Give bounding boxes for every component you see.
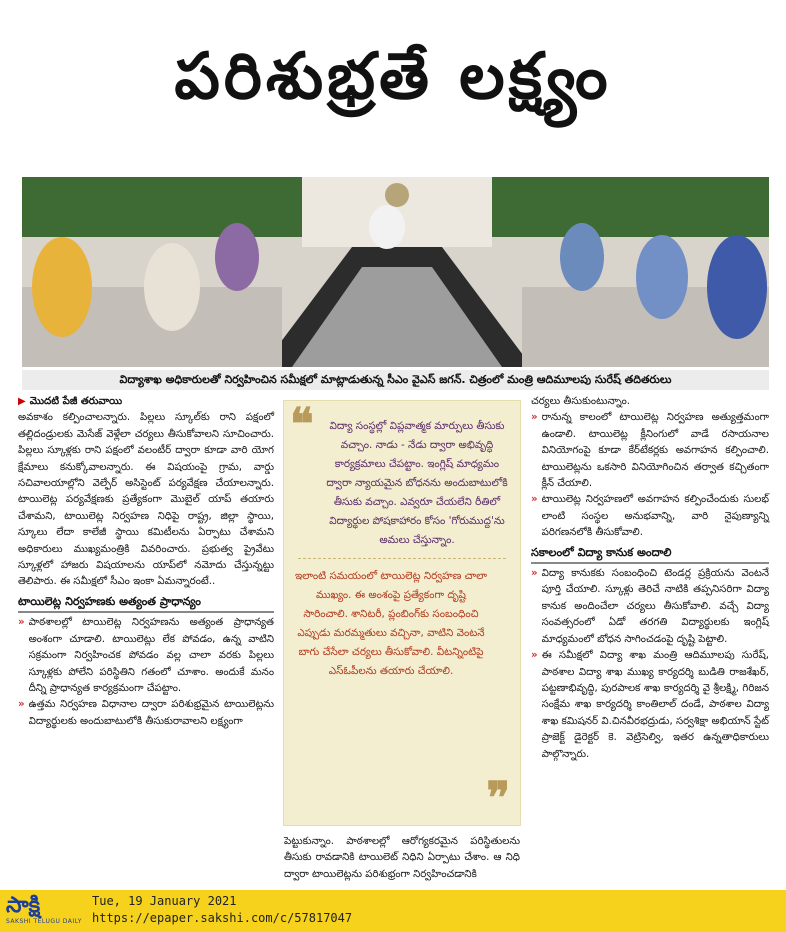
double-chevron-icon: » [18, 699, 25, 711]
photo-caption: విద్యాశాఖ అధికారులతో నిర్వహించిన సమీక్షలో మాట్లాడుతున్న సీఎం వైఎస్‌ జగన్‌. చిత్రంలో మంత్రి ఆదిమూలపు సురేష్‌ తదితరులు [22, 370, 769, 390]
bullet-item [18, 697, 274, 730]
bullet-text: విద్యా కానుకకు సంబంధించి టెండర్ల ప్రక్రియను వెంటనే పూర్తి చేయాలి. స్కూళ్లు తెరిచే నాటికి తప్పనిసరిగా విద్యా కానుక అందించేలా చర్యలు తీసుకోవాలి. వచ్చే విద్యా సంవత్సరంలో ఏడో తరగతి విద్యార్థులకు ఇంగ్లిష్‌ మాధ్యమంలో బోధన సాగించడంపై దృష్టి పెట్టాలి. [541, 568, 769, 645]
triangle-bullet-icon: ▶ [18, 396, 26, 407]
pull-quote-part-1: విద్యా సంస్థల్లో విప్లవాత్మక మార్పులు తీసుకు వచ్చాం. నాడు - నేడు ద్వారా అభివృద్ధి కార్యక్రమాలు చేపట్టాం. ఇంగ్లిష్‌ మాధ్యమం ద్వారా న్యాయమైన బోధనను అందుబాటులోకి తీసుకు వచ్చాం. ఎవ్వరూ చేయలేని రీతిలో విద్యార్థుల పోషకాహారం కోసం 'గోరుముద్ద'ను అమలు చేస్తున్నాం. [326, 420, 508, 546]
section-subhead: టాయిలెట్ల నిర్వహణకు అత్యంత ప్రాధాన్యం [18, 594, 274, 613]
bullet-item [18, 615, 274, 697]
pull-quote-divider [298, 558, 506, 559]
article-paragraph: అవకాశం కల్పించాలన్నారు. పిల్లలు స్కూల్‌కు రాని పక్షంలో తల్లిదండ్రులకు మెసేజ్‌ వెళ్లేలా చర్యలు తీసుకోవాలని సూచించారు. పిల్లలు స్కూళ్లకు రాని పక్షంలో వలంటీర్‌ ద్వారా కూడా వారి యోగ క్షేమాలు కనుక్కోవాలన్నారు. ఈ విషయంపై గ్రామ, వార్డు సచివాలయాల్లోని వెల్ఫేర్‌ అసిస్టెంట్‌ పర్యవేక్షణ చేయాలన్నారు. టాయిలెట్ల పర్యవేక్షణకు ప్రత్యేకంగా మొబైల్‌ యాప్‌ తయారు చేశామని, టాయిలెట్ల నిర్వహణ నిధిపై రాష్ట్ర, జిల్లా స్థాయి, స్కూలు లేదా కాలేజీ స్థాయి కమిటీలను ఏర్పాటు చేశామని అధికారులు ముఖ్యమంత్రికి వివరించారు. ప్రభుత్వ ప్రైవేటు స్కూళ్లలో హాజరు విషయాలను యాప్‌లో నమోదు చేస్తున్నట్టు తెలిపారు. ఈ సమీక్షలో సీఎం ఇంకా ఏమన్నారంటే.. [18, 412, 274, 588]
article-paragraph: చర్యలు తీసుకుంటున్నాం. [531, 396, 631, 407]
jump-label: మొదటి పేజీ తరువాయి [29, 396, 123, 407]
epaper-link[interactable]: https://epaper.sakshi.com/c/57817047 [92, 911, 353, 925]
section-subhead: సకాలంలో విద్యా కానుక అందాలి [531, 545, 769, 564]
article-column-1 [18, 394, 274, 730]
bullet-text: రానున్న కాలంలో టాయిలెట్ల నిర్వహణ అత్యుత్తమంగా ఉండాలి. టాయిలెట్ల క్లీనింగులో వాడే రసాయనాల వినియోగంపై కూడా కేర్‌టేకర్లకు అవగాహన కల్పించాలి. టాయిలెట్లను ఒకసారి వినియోగించిన తర్వాత కచ్చితంగా క్లీన్‌ చేయాలి. [541, 412, 769, 490]
pull-quote-box [283, 400, 521, 826]
edition-date: Tue, 19 January 2021 [92, 894, 237, 908]
double-chevron-icon: » [531, 650, 538, 662]
epaper-footer [0, 890, 786, 932]
bullet-text: టాయిలెట్ల నిర్వహణలో అవగాహన కల్పించేందుకు సులభ్‌ లాంటి సంస్థల అనుభవాన్ని, వారి నైపుణ్యాన్ని పరిగణనలోకి తీసుకోవాలి. [541, 494, 769, 539]
bullet-item [531, 410, 769, 492]
article-paragraph: పెట్టుకున్నాం. పాఠశాలల్లో ఆరోగ్యకరమైన పరిస్థితులను తీసుకు రావడానికి టాయిలెట్‌ నిధిని ఏర్పాటు చేశాం. ఆ నిధి ద్వారా టాయిలెట్లను పరిశుభ్రంగా నిర్వహించడానికి [284, 836, 520, 880]
sakshi-logo[interactable] [6, 894, 86, 928]
headline: పరిశుభ్రతే లక్ష్యం [174, 40, 612, 114]
article-column-3 [531, 394, 769, 763]
bullet-text: ఉత్తమ నిర్వహణ విధానాల ద్వారా పరిశుభ్రమైన టాయిలెట్లను విద్యార్థులకు అందుబాటులోకి తీసుకురావాలని లక్ష్యంగా [28, 699, 274, 727]
article-column-2-tail [284, 834, 520, 883]
bullet-item [531, 566, 769, 648]
pull-quote-part-2: ఇలాంటి సమయంలో టాయిలెట్ల నిర్వహణ చాలా ముఖ్యం. ఈ అంశంపై ప్రత్యేకంగా దృష్టి సారించాలి. శానిటరీ, ప్లంబింగ్‌కు సంబంధించి ఎప్పుడు మరమ్మతులు వచ్చినా, వాటిని వెంటనే బాగు చేసేలా చర్యలు తీసుకోవాలి. వీటన్నింటిపై ఎస్‌ఓపీలను తయారు చేయాలి. [294, 570, 487, 677]
bullet-text: పాఠశాలల్లో టాయిలెట్ల నిర్వహణను అత్యంత ప్రాధాన్యత అంశంగా చూడాలి. టాయిలెట్లు లేక పోవడం, ఉన్న వాటిని సక్రమంగా నిర్వహించక పోవడం వల్ల చాలా వరకు పిల్లలు స్కూళ్లకు పోలేని పరిస్థితిని గతంలో చూశాం. అందుకే మనం దీన్ని ప్రాధాన్యత కార్యక్రమంగా చేపట్టాం. [28, 617, 274, 694]
double-chevron-icon: » [531, 568, 538, 580]
logo-text: సాక్షి [6, 893, 41, 918]
double-chevron-icon: » [531, 494, 538, 506]
close-quote-icon: ❞ [486, 773, 510, 824]
bullet-item [531, 648, 769, 763]
meeting-photo [22, 177, 769, 367]
logo-subtext: SAKSHI TELUGU DAILY [6, 918, 82, 925]
continued-from-front-page [18, 394, 274, 410]
meeting-photo-illustration [22, 177, 769, 367]
bullet-text: ఈ సమీక్షలో విద్యా శాఖ మంత్రి ఆదిమూలపు సురేష్‌, పాఠశాల విద్యా శాఖ ముఖ్య కార్యదర్శి బుడితి రాజశేఖర్‌, పట్టణాభివృద్ధి, పురపాలక శాఖ కార్యదర్శి వై శ్రీలక్ష్మి, గిరిజన సంక్షేమ శాఖ కార్యదర్శి కాంతిలాల్‌ దండే, పాఠశాల విద్యా శాఖ కమిషనర్‌ వి.చినవీరభద్రుడు, సర్వశిక్షా అభియాన్‌ స్టేట్‌ ప్రాజెక్ట్‌ డైరెక్టర్‌ కె. వెట్రిసెల్వి, ఇతర ఉన్నతాధికారులు పాల్గొన్నారు. [541, 650, 769, 760]
double-chevron-icon: » [531, 412, 538, 424]
bullet-item [531, 492, 769, 541]
double-chevron-icon: » [18, 617, 25, 629]
open-quote-icon: ❝ [290, 399, 314, 450]
